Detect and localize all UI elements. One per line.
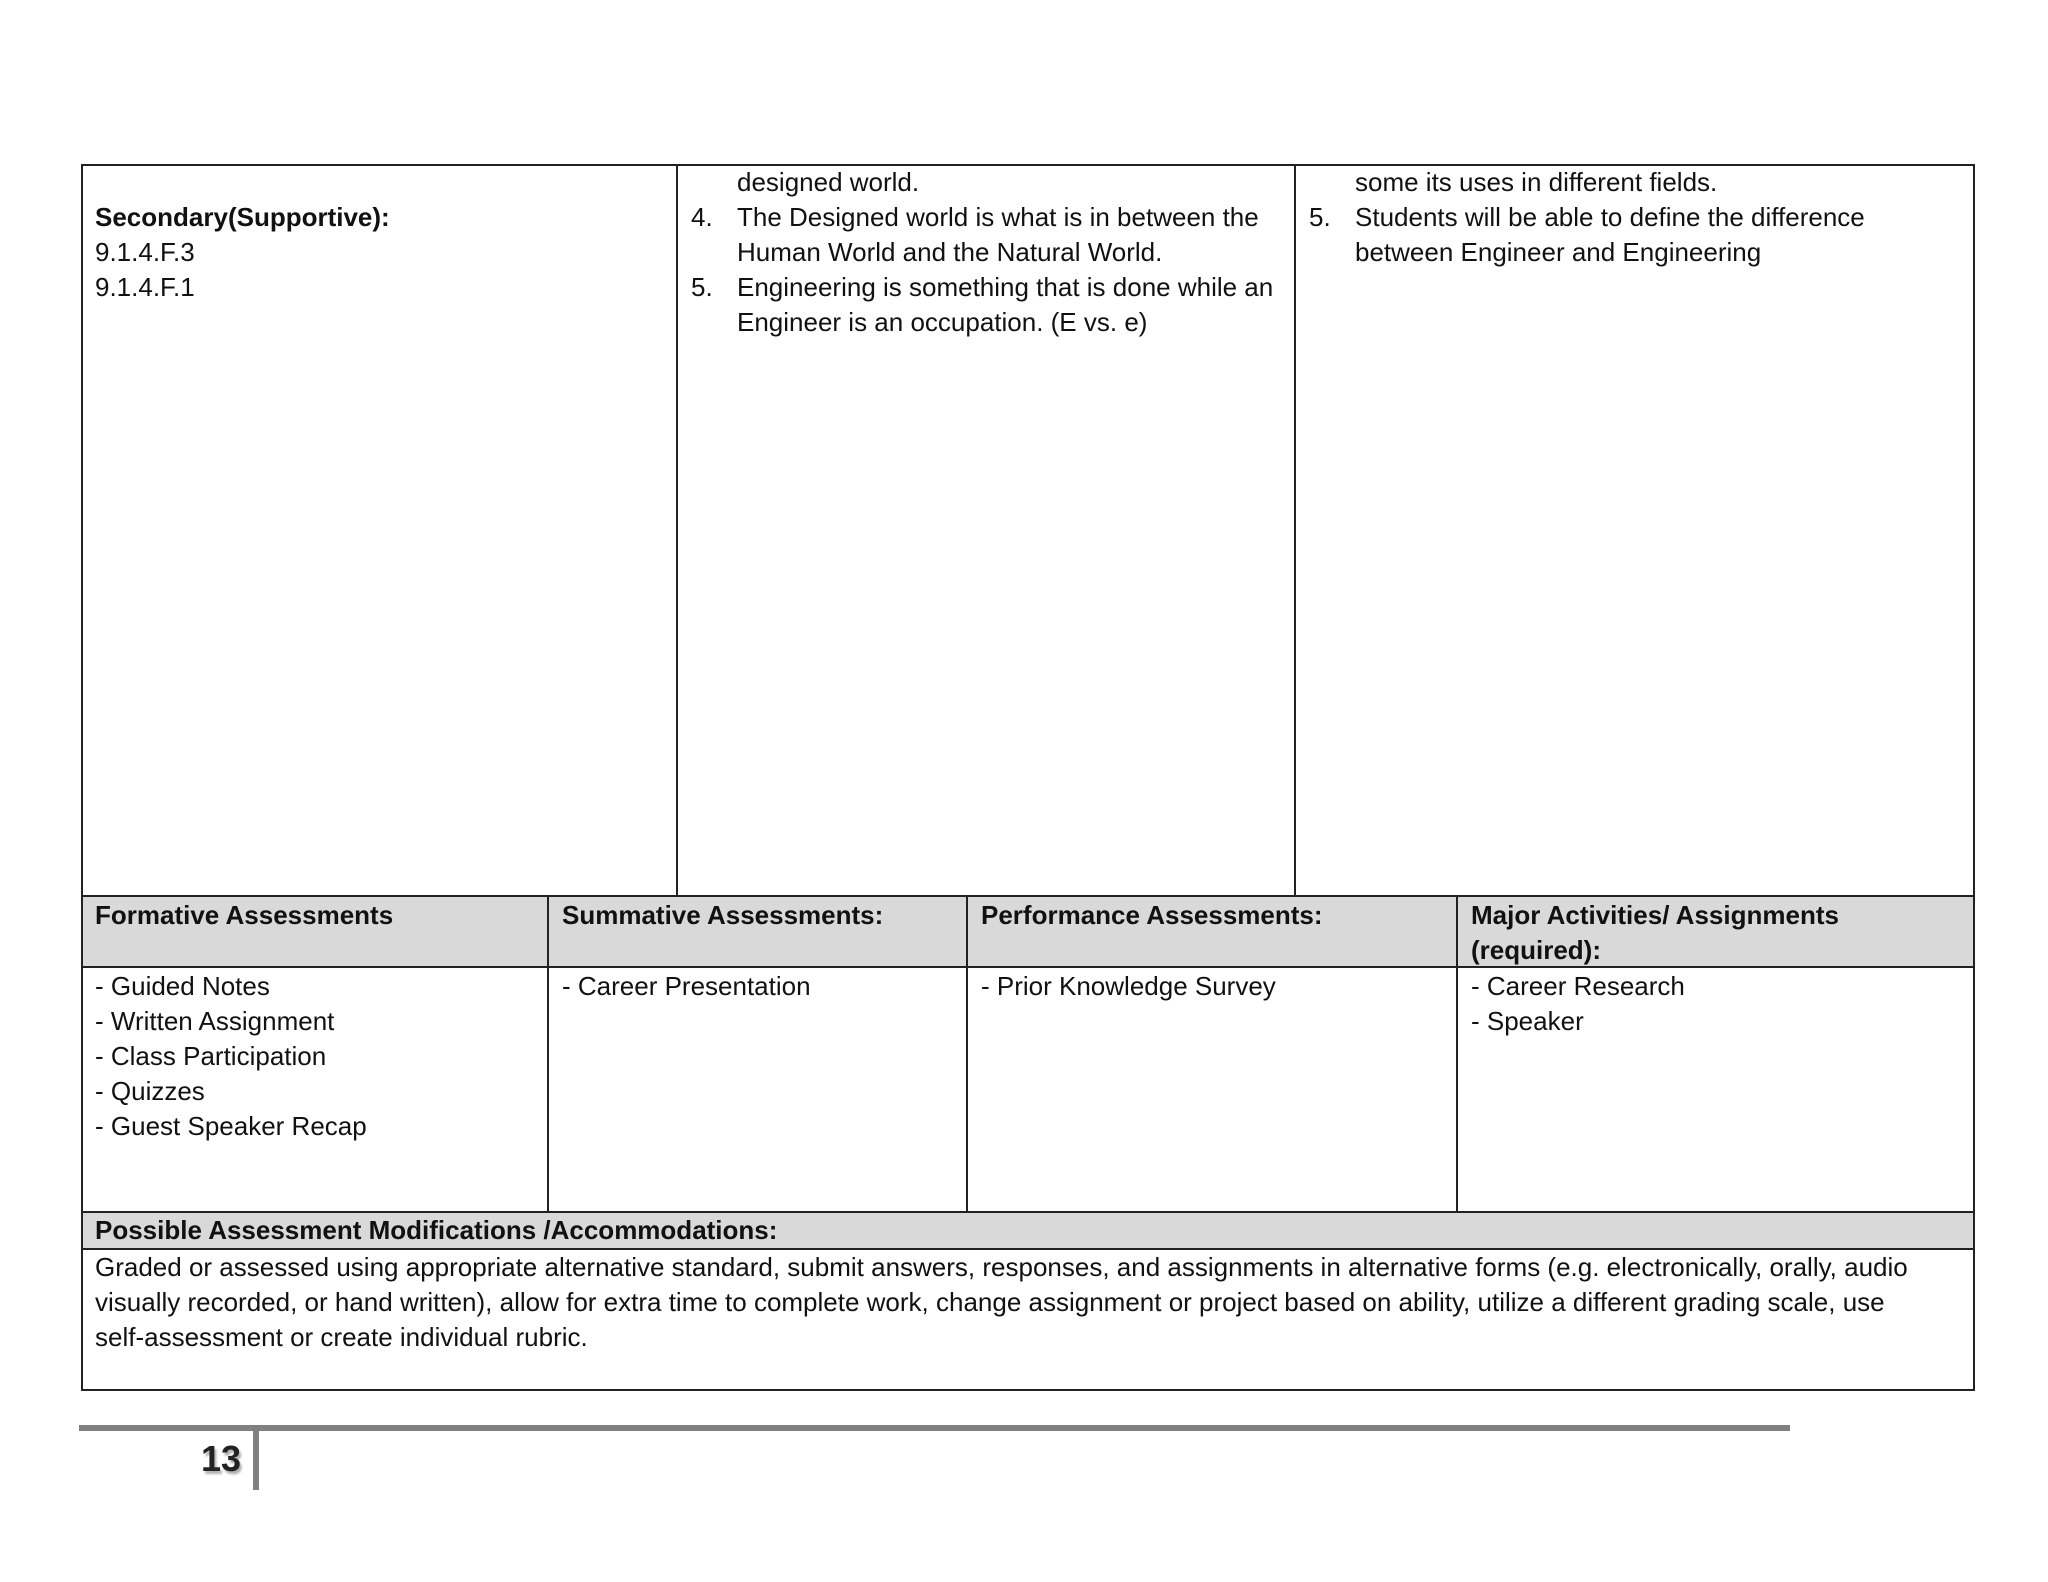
column-divider — [966, 895, 968, 1213]
list-item: - Guided Notes — [95, 971, 270, 1001]
item-number: 4. — [691, 202, 713, 232]
column-divider — [676, 164, 678, 897]
major-activities-header — [1471, 898, 1961, 968]
formative-list — [95, 969, 535, 1144]
objective-text: between Engineer and Engineering — [1355, 237, 1762, 267]
understanding-item — [691, 200, 1286, 270]
understandings-cell — [691, 165, 1286, 340]
understanding-text: Engineer is an occupation. (E vs. e) — [737, 307, 1148, 337]
list-item: - Written Assignment — [95, 1006, 335, 1036]
standards-cell — [95, 200, 665, 305]
objective-continuation: some its uses in different fields. — [1355, 167, 1718, 197]
list-item: - Speaker — [1471, 1006, 1584, 1036]
table-right-border — [1973, 164, 1975, 1391]
column-divider — [1294, 164, 1296, 897]
unit-plan-table — [81, 164, 1975, 1391]
table-left-border — [81, 164, 83, 1391]
objective-text: Students will be able to define the difference — [1355, 202, 1865, 232]
column-divider — [547, 895, 549, 1213]
summative-header: Summative Assessments: — [562, 900, 884, 930]
major-header-line: Major Activities/ Assignments — [1471, 900, 1839, 930]
row-divider — [81, 895, 1975, 897]
footer-rule — [79, 1425, 1790, 1431]
objectives-cell — [1309, 165, 1959, 270]
performance-list — [981, 969, 1441, 1004]
understanding-text: Human World and the Natural World. — [737, 237, 1163, 267]
item-number: 5. — [691, 272, 713, 302]
list-item: - Guest Speaker Recap — [95, 1111, 367, 1141]
understanding-text: Engineering is something that is done while an — [737, 272, 1274, 302]
major-activities-list — [1471, 969, 1961, 1039]
modifications-text — [95, 1250, 1965, 1355]
list-item: - Career Presentation — [562, 971, 811, 1001]
understanding-text: The Designed world is what is in between the — [737, 202, 1259, 232]
modifications-line: visually recorded, or hand written), allow for extra time to complete work, change assignment or project based on ability, utilize a different grading scale, use — [95, 1287, 1885, 1317]
standard-code: 9.1.4.F.3 — [95, 237, 195, 267]
modifications-line: Graded or assessed using appropriate alternative standard, submit answers, responses, and assignments in alternative forms (e.g. electronically, orally, audio — [95, 1252, 1908, 1282]
formative-header: Formative Assessments — [95, 900, 394, 930]
understanding-continuation: designed world. — [737, 167, 920, 197]
item-number: 5. — [1309, 202, 1331, 232]
list-item: - Quizzes — [95, 1076, 205, 1106]
table-bottom-border — [81, 1389, 1975, 1391]
list-item: - Class Participation — [95, 1041, 327, 1071]
modifications-header: Possible Assessment Modifications /Accommodations: — [95, 1215, 778, 1245]
footer-divider — [253, 1430, 259, 1490]
page-number: 13 — [201, 1438, 242, 1479]
summative-list — [562, 969, 952, 1004]
major-header-line: (required): — [1471, 935, 1601, 965]
list-item: - Career Research — [1471, 971, 1685, 1001]
understanding-item — [691, 270, 1286, 340]
secondary-standards-label: Secondary(Supportive): — [95, 202, 390, 232]
column-divider — [1456, 895, 1458, 1213]
objective-item — [1309, 200, 1959, 270]
modifications-line: self-assessment or create individual rubric. — [95, 1322, 588, 1352]
standard-code: 9.1.4.F.1 — [95, 272, 195, 302]
performance-header: Performance Assessments: — [981, 900, 1323, 930]
list-item: - Prior Knowledge Survey — [981, 971, 1276, 1001]
